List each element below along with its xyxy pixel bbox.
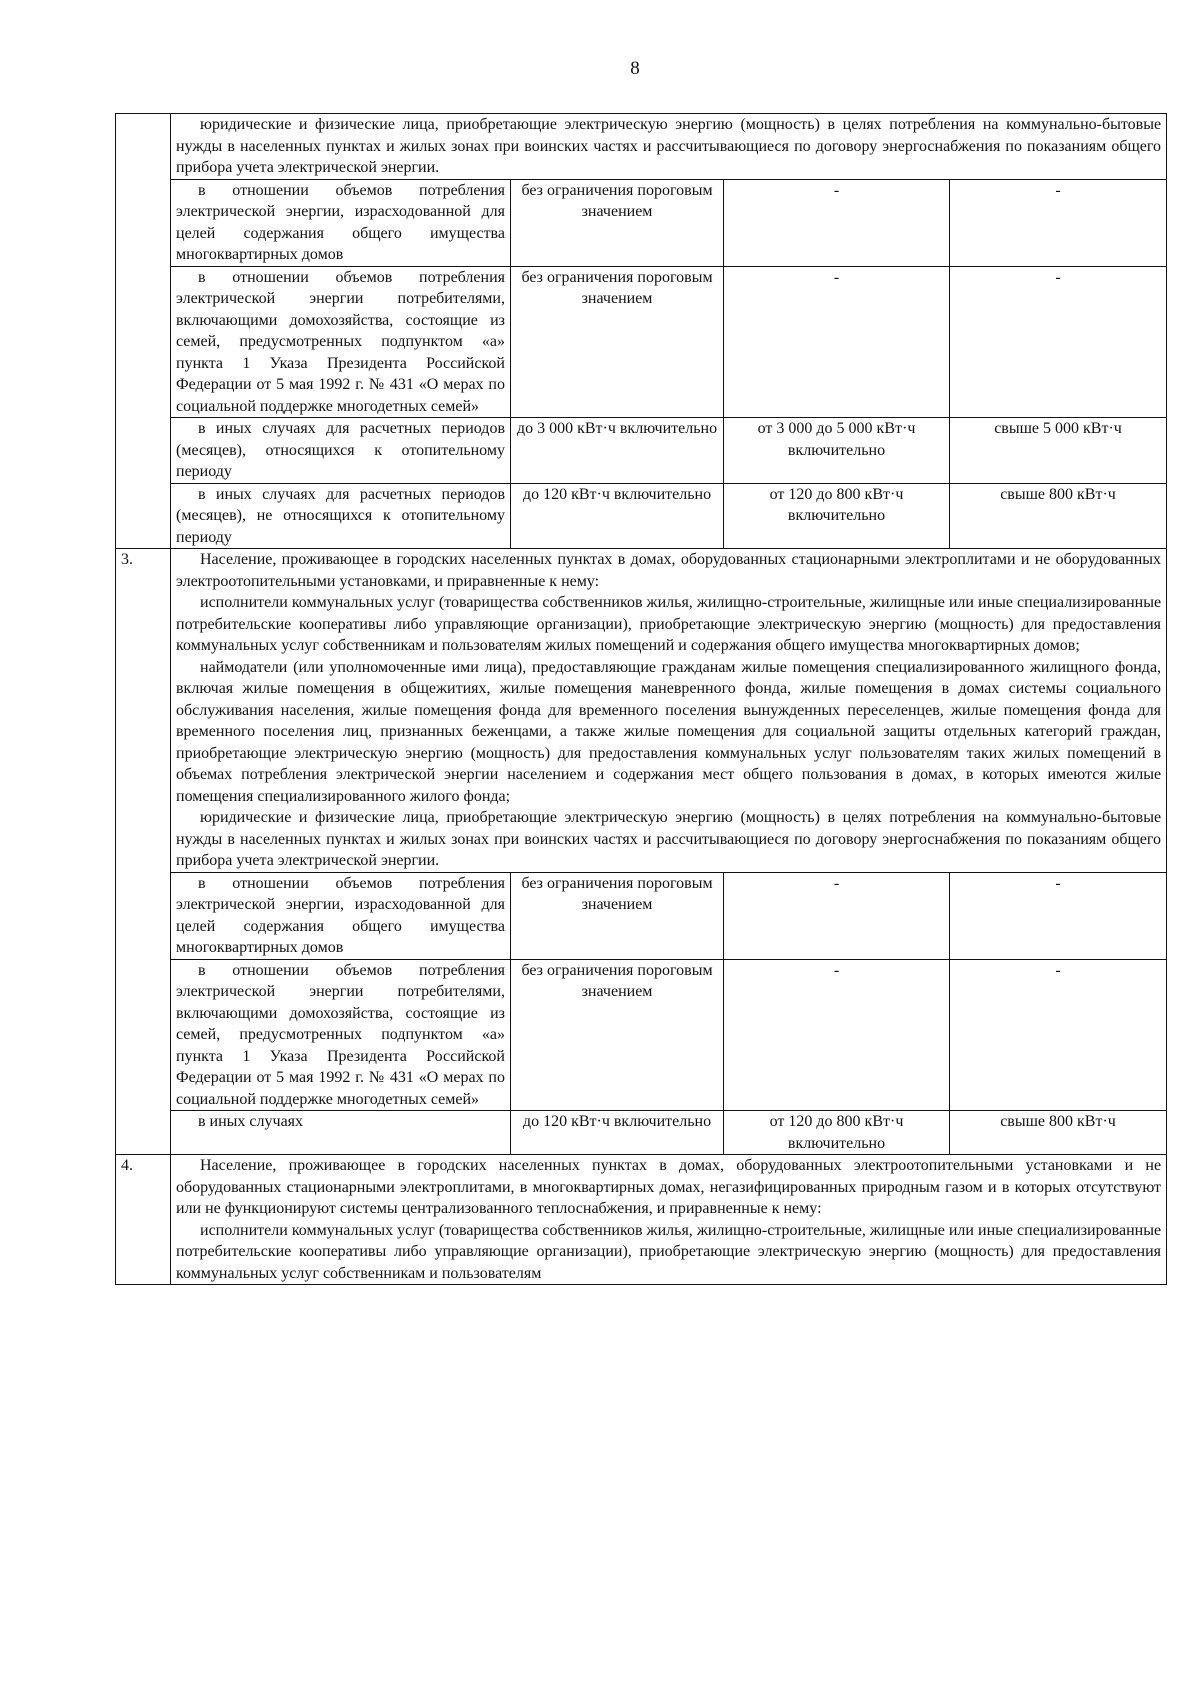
row-value-2: - xyxy=(724,872,950,959)
row-value-2: от 3 000 до 5 000 кВт·ч включительно xyxy=(724,418,950,484)
table-row xyxy=(116,179,1167,266)
row-value-2: - xyxy=(724,959,950,1111)
row-value-2: - xyxy=(724,266,950,418)
row-description: в иных случаях для расчетных периодов (месяцев), не относящихся к отопительному периоду xyxy=(171,483,511,549)
section-paragraph: исполнители коммунальных услуг (товарищества собственников жилья, жилищно-строительные, жилищные или иные специализированные потребительские кооперативы либо управляющие организации), приобретающие электрическую энергию (мощность) для предоставления коммунальных услуг собственникам и пользователям жилых помещений и содержания общего имущества многоквартирных домов; xyxy=(176,594,1162,654)
row-value-1: без ограничения пороговым значением xyxy=(511,266,724,418)
row-description: в иных случаях xyxy=(171,1111,511,1155)
row-value-1: без ограничения пороговым значением xyxy=(511,179,724,266)
row-value-1: до 3 000 кВт·ч включительно xyxy=(511,418,724,484)
row-value-3: свыше 5 000 кВт·ч xyxy=(950,418,1167,484)
tariff-table xyxy=(115,113,1167,1285)
row-value-3: - xyxy=(950,266,1167,418)
section-paragraph: исполнители коммунальных услуг (товарищества собственников жилья, жилищно-строительные, жилищные или иные специализированные потребительские кооперативы либо управляющие организации), приобретающие электрическую энергию (мощность) для предоставления коммунальных услуг собственникам и пользователям xyxy=(176,1221,1162,1282)
table-row xyxy=(116,872,1167,959)
row-value-1: до 120 кВт·ч включительно xyxy=(511,483,724,549)
row-value-2: от 120 до 800 кВт·ч включительно xyxy=(724,483,950,549)
page-number: 8 xyxy=(630,58,640,79)
row-description: в отношении объемов потребления электрической энергии, израсходованной для целей содержания общего имущества многоквартирных домов xyxy=(171,872,511,959)
section-number: 4. xyxy=(116,1155,171,1285)
row-description: в отношении объемов потребления электрической энергии потребителями, включающими домохозяйства, состоящие из семей, предусмотренных подпунктом «а» пункта 1 Указа Президента Российской Федерации от 5 мая 1992 г. № 431 «О мерах по социальной поддержке многодетных семей» xyxy=(171,266,511,418)
continuation-text-cell xyxy=(171,114,1167,180)
row-description: в иных случаях для расчетных периодов (месяцев), относящихся к отопительному периоду xyxy=(171,418,511,484)
row-value-3: свыше 800 кВт·ч xyxy=(950,483,1167,549)
section-4-header-row xyxy=(116,1155,1167,1285)
number-cell xyxy=(116,114,171,549)
row-value-3: свыше 800 кВт·ч xyxy=(950,1111,1167,1155)
section-paragraph: Население, проживающее в городских населенных пунктах в домах, оборудованных стационарными электроплитами и не оборудованных электроотопительными установками, и приравненные к нему: xyxy=(176,551,1162,590)
table-row xyxy=(116,959,1167,1111)
row-description: в отношении объемов потребления электрической энергии потребителями, включающими домохозяйства, состоящие из семей, предусмотренных подпунктом «а» пункта 1 Указа Президента Российской Федерации от 5 мая 1992 г. № 431 «О мерах по социальной поддержке многодетных семей» xyxy=(171,959,511,1111)
table-row xyxy=(116,1111,1167,1155)
table-row xyxy=(116,266,1167,418)
section-4-text-cell xyxy=(171,1155,1167,1285)
row-value-2: от 120 до 800 кВт·ч включительно xyxy=(724,1111,950,1155)
continuation-header-row xyxy=(116,114,1167,180)
section-paragraph: юридические и физические лица, приобретающие электрическую энергию (мощность) в целях потребления на коммунально-бытовые нужды в населенных пунктах и жилых зонах при воинских частях и рассчитывающиеся по договору энергоснабжения по показаниям общего прибора учета электрической энергии. xyxy=(176,809,1162,869)
row-value-3: - xyxy=(950,959,1167,1111)
section-3-text-cell xyxy=(171,549,1167,873)
table-row xyxy=(116,483,1167,549)
section-number: 3. xyxy=(116,549,171,1155)
section-paragraph: Население, проживающее в городских населенных пунктах в домах, оборудованных электроотопительными установками и не оборудованных стационарными электроплитами, в многоквартирных домах, негазифицированных природным газом и в которых отсутствуют или не функционируют системы централизованного теплоснабжения, и приравненные к нему: xyxy=(176,1157,1162,1217)
row-description: в отношении объемов потребления электрической энергии, израсходованной для целей содержания общего имущества многоквартирных домов xyxy=(171,179,511,266)
table-row xyxy=(116,418,1167,484)
row-value-1: до 120 кВт·ч включительно xyxy=(511,1111,724,1155)
section-paragraph: наймодатели (или уполномоченные ими лица), предоставляющие гражданам жилые помещения специализированного жилищного фонда, включая жилые помещения в общежитиях, жилые помещения маневренного фонда, жилые помещения в домах системы социального обслуживания населения, жилые помещения фонда для временного поселения вынужденных переселенцев, жилые помещения фонда для временного поселения лиц, признанных беженцами, а также жилые помещения для социальной защиты отдельных категорий граждан, приобретающие электрическую энергию (мощность) для предоставления коммунальных услуг пользователям таких жилых помещений в объемах потребления электрической энергии населением и содержания мест общего пользования в домах, в которых имеются жилые помещения специализированного жилого фонда; xyxy=(176,658,1162,805)
row-value-3: - xyxy=(950,872,1167,959)
row-value-1: без ограничения пороговым значением xyxy=(511,872,724,959)
continuation-paragraph: юридические и физические лица, приобретающие электрическую энергию (мощность) в целях потребления на коммунально-бытовые нужды в населенных пунктах и жилых зонах при воинских частях и рассчитывающиеся по договору энергоснабжения по показаниям общего прибора учета электрической энергии. xyxy=(176,116,1162,176)
row-value-2: - xyxy=(724,179,950,266)
row-value-1: без ограничения пороговым значением xyxy=(511,959,724,1111)
row-value-3: - xyxy=(950,179,1167,266)
section-3-header-row xyxy=(116,549,1167,873)
